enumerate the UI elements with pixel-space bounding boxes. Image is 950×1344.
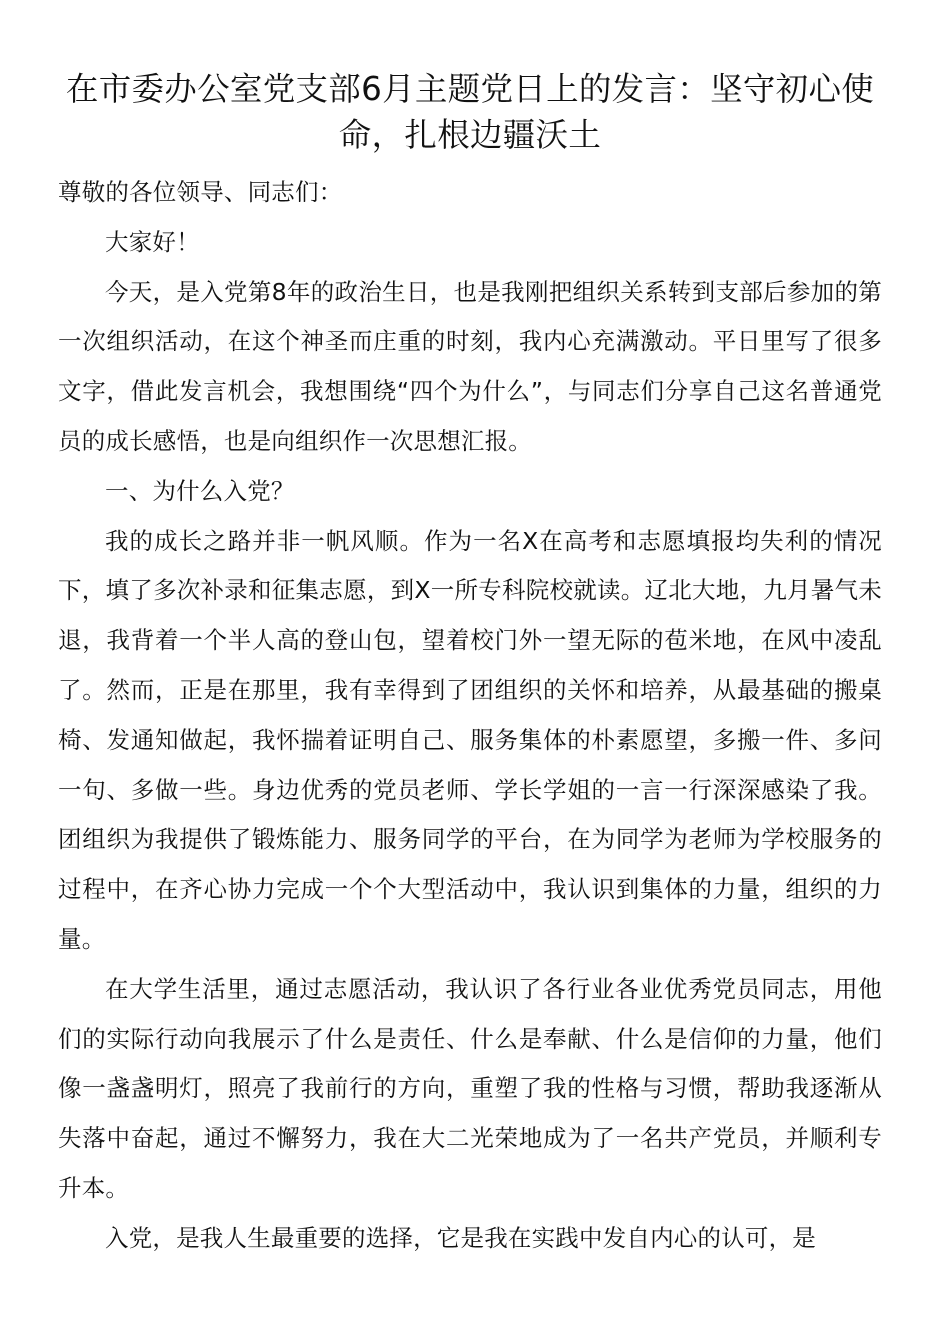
section-heading-1: 一、为什么入党？	[105, 476, 295, 505]
document-body	[58, 168, 882, 1264]
paragraph-greeting: 大家好！	[105, 227, 200, 256]
paragraph-joining: 入党，是我人生最重要的选择，它是我在实践中发自内心的认可，是	[105, 1223, 816, 1252]
paragraph-growth: 我的成长之路并非一帆风顺。作为一名X在高考和志愿填报均失利的情况下，填了多次补录和征集志愿，到X一所专科院校就读。辽北大地，九月暑气未退，我背着一个半人高的登山包，望着校门外一望无际的苞米地，在风中凌乱了。然而，正是在那里，我有幸得到了团组织的关怀和培养，从最基础的搬桌椅、发通知做起，我怀揣着证明自己、服务集体的朴素愿望，多搬一件、多问一句、多做一些。身边优秀的党员老师、学长学姐的一言一行深深感染了我。团组织为我提供了锻炼能力、服务同学的平台，在为同学为老师为学校服务的过程中，在齐心协力完成一个个大型活动中，我认识到集体的力量，组织的力量。	[58, 526, 882, 953]
paragraph-university: 在大学生活里，通过志愿活动，我认识了各行业各业优秀党员同志，用他们的实际行动向我展示了什么是责任、什么是奉献、什么是信仰的力量，他们像一盏盏明灯，照亮了我前行的方向，重塑了我的性格与习惯，帮助我逐渐从失落中奋起，通过不懈努力，我在大二光荣地成为了一名共产党员，并顺利专升本。	[58, 974, 882, 1202]
document-title: 在市委办公室党支部6月主题党日上的发言：坚守初心使命，扎根边疆沃土	[65, 70, 875, 154]
paragraph-intro: 今天，是入党第8年的政治生日，也是我刚把组织关系转到支部后参加的第一次组织活动，在这个神圣而庄重的时刻，我内心充满激动。平日里写了很多文字，借此发言机会，我想围绕“四个为什么”，与同志们分享自己这名普通党员的成长感悟，也是向组织作一次思想汇报。	[58, 277, 882, 455]
salutation: 尊敬的各位领导、同志们：	[58, 178, 343, 206]
